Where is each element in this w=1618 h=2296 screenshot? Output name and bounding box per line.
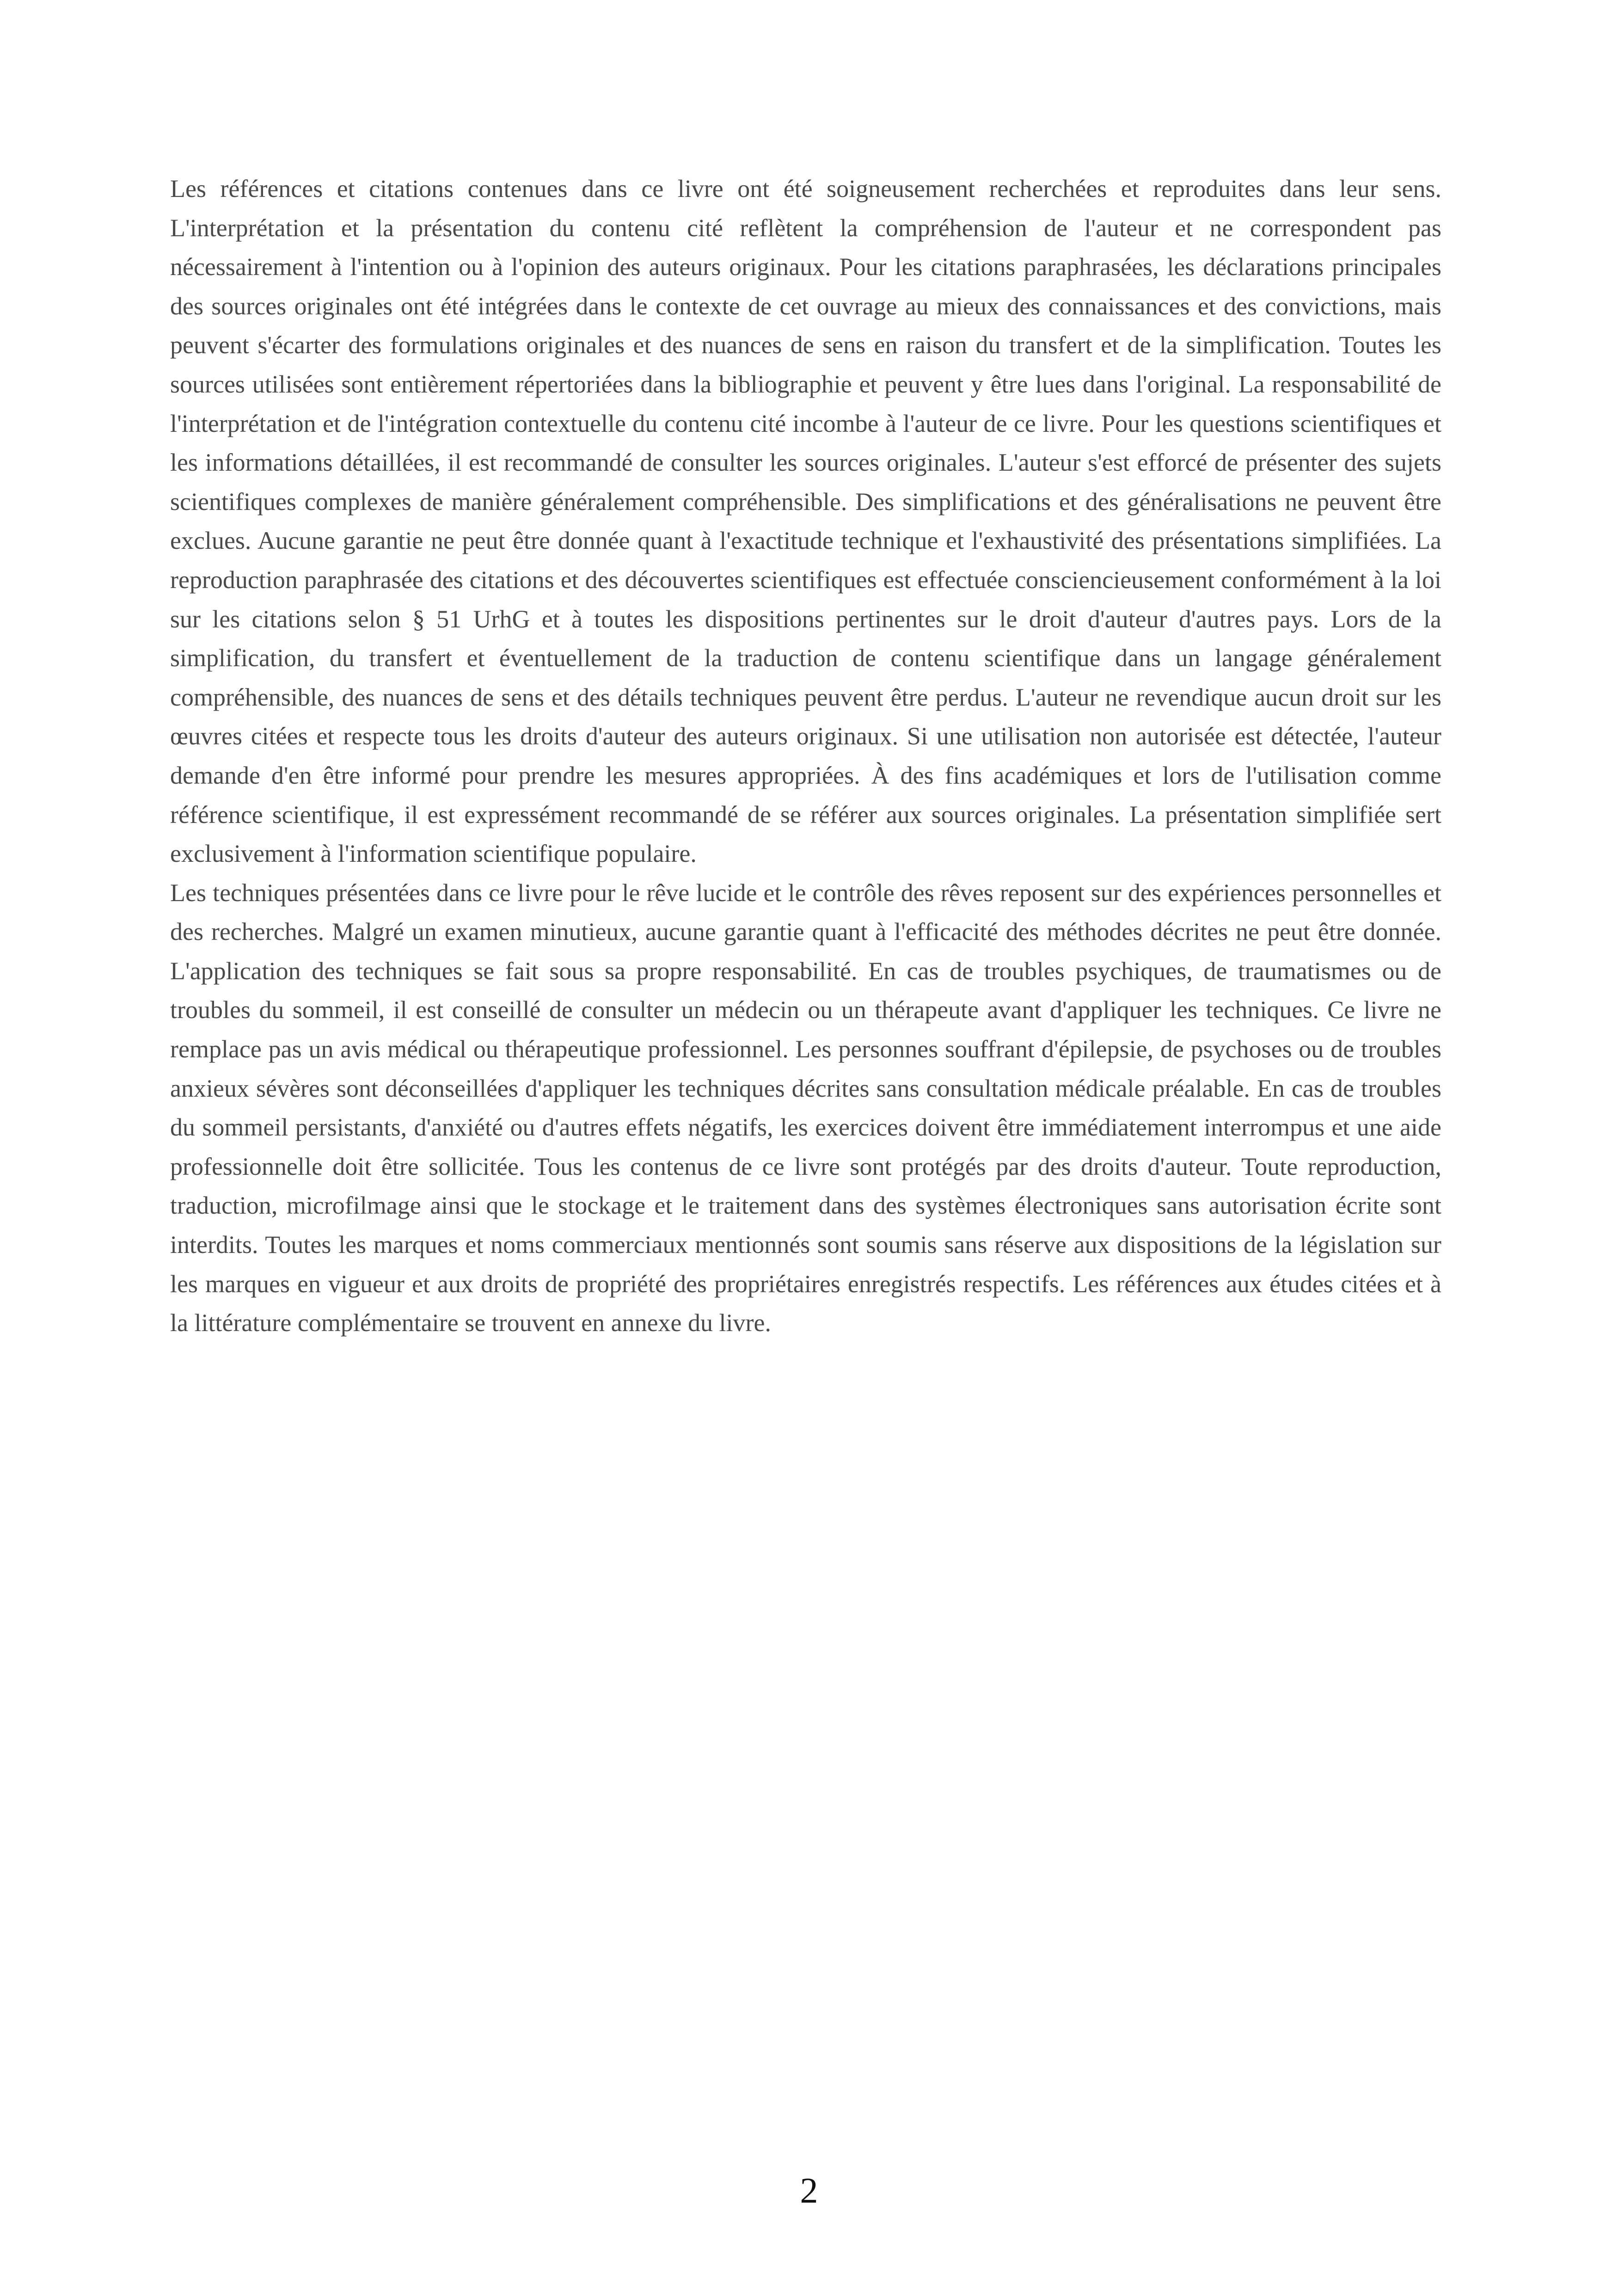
page-body (170, 169, 1441, 1343)
paragraph-techniques-disclaimer: Les techniques présentées dans ce livre pour le rêve lucide et le contrôle des rêves reposent sur des expériences personnelles et des recherches. Malgré un examen minutieux, aucune garantie quant à l'efficacité des méthodes décrites ne peut être donnée. L'application des techniques se fait sous sa propre responsabilité. En cas de troubles psychiques, de traumatismes ou de troubles du sommeil, il est conseillé de consulter un médecin ou un thérapeute avant d'appliquer les techniques. Ce livre ne remplace pas un avis médical ou thérapeutique professionnel. Les personnes souffrant d'épilepsie, de psychoses ou de troubles anxieux sévères sont déconseillées d'appliquer les techniques décrites sans consultation médicale préalable. En cas de troubles du sommeil persistants, d'anxiété ou d'autres effets négatifs, les exercices doivent être immédiatement interrompus et une aide professionnelle doit être sollicitée. Tous les contenus de ce livre sont protégés par des droits d'auteur. Toute reproduction, traduction, microfilmage ainsi que le stockage et le traitement dans des systèmes électroniques sans autorisation écrite sont interdits. Toutes les marques et noms commerciaux mentionnés sont soumis sans réserve aux dispositions de la législation sur les marques en vigueur et aux droits de propriété des propriétaires enregistrés respectifs. Les références aux études citées et à la littérature complémentaire se trouvent en annexe du livre. (170, 878, 1441, 1337)
page-number: 2 (800, 2170, 818, 2210)
paragraph-citations-notice: Les références et citations contenues dans ce livre ont été soigneusement recherchées et reproduites dans leur sens. L'interprétation et la présentation du contenu cité reflètent la compréhension de l'auteur et ne correspondent pas nécessairement à l'intention ou à l'opinion des auteurs originaux. Pour les citations paraphrasées, les déclarations principales des sources originales ont été intégrées dans le contexte de cet ouvrage au mieux des connaissances et des convictions, mais peuvent s'écarter des formulations originales et des nuances de sens en raison du transfert et de la simplification. Toutes les sources utilisées sont entièrement répertoriées dans la bibliographie et peuvent y être lues dans l'original. La responsabilité de l'interprétation et de l'intégration contextuelle du contenu cité incombe à l'auteur de ce livre. Pour les questions scientifiques et les informations détaillées, il est recommandé de consulter les sources originales. L'auteur s'est efforcé de présenter des sujets scientifiques complexes de manière généralement compréhensible. Des simplifications et des généralisations ne peuvent être exclues. Aucune garantie ne peut être donnée quant à l'exactitude technique et l'exhaustivité des présentations simplifiées. La reproduction paraphrasée des citations et des découvertes scientifiques est effectuée consciencieusement conformément à la loi sur les citations selon § 51 UrhG et à toutes les dispositions pertinentes sur le droit d'auteur d'autres pays. Lors de la simplification, du transfert et éventuellement de la traduction de contenu scientifique dans un langage généralement compréhensible, des nuances de sens et des détails techniques peuvent être perdus. L'auteur ne revendique aucun droit sur les œuvres citées et respecte tous les droits d'auteur des auteurs originaux. Si une utilisation non autorisée est détectée, l'auteur demande d'en être informé pour prendre les mesures appropriées. À des fins académiques et lors de l'utilisation comme référence scientifique, il est expressément recommandé de se référer aux sources originales. La présentation simplifiée sert exclusivement à l'information scientifique populaire. (170, 175, 1441, 868)
